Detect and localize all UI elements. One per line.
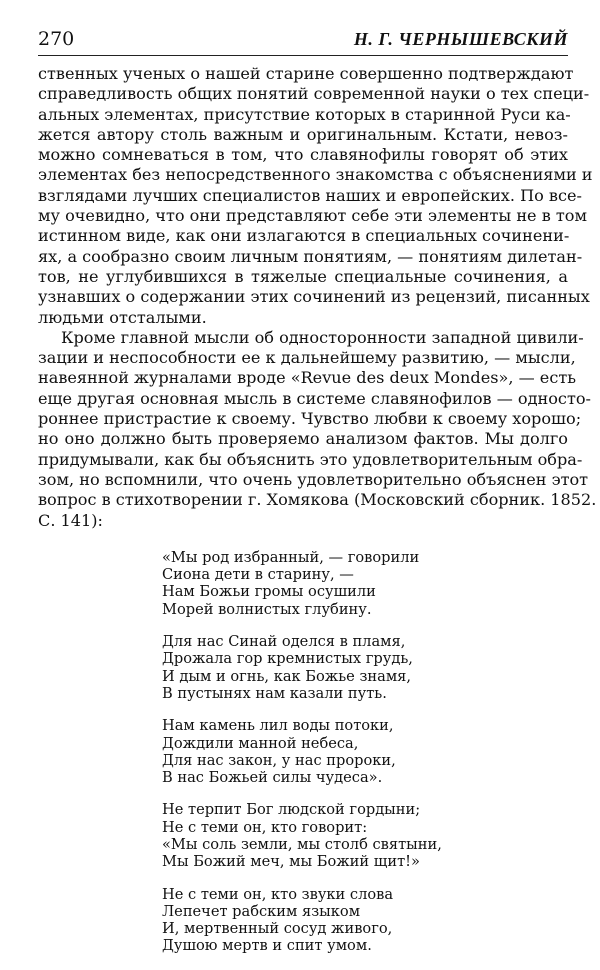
text-line: зации и неспособности ее к дальнейшему развитию, — мысли, bbox=[38, 348, 576, 368]
page-header bbox=[38, 28, 568, 56]
text-line: придумывали, как бы объяснить это удовлетворительным обра- bbox=[38, 449, 583, 469]
text-line: ях, а сообразно своим личным понятиям, — понятиям дилетан- bbox=[38, 246, 583, 266]
text-line: жется автору столь важным и оригинальным. Кстати, невоз- bbox=[38, 124, 568, 144]
poem-line: Дрожала гор кремнистых грудь, bbox=[162, 650, 413, 668]
poem-line: Не с теми он, кто звуки слова bbox=[162, 885, 394, 903]
poem-line: Не терпит Бог людской гордыни; bbox=[162, 801, 421, 819]
text-line: альных элементах, присутствие которых в старинной Руси ка- bbox=[38, 104, 571, 124]
poem-line: Не с теми он, кто говорит: bbox=[162, 818, 368, 836]
poem-line: Дождили манной небеса, bbox=[162, 734, 359, 752]
poem-stanza bbox=[162, 633, 568, 702]
paragraph-2 bbox=[38, 327, 597, 531]
text-line: еще другая основная мысль в системе славянофилов — односто- bbox=[38, 388, 591, 408]
poem-line: Морей волнистых глубину. bbox=[162, 600, 372, 618]
text-line: людьми отсталыми. bbox=[38, 307, 207, 327]
poem-line: Мы Божий меч, мы Божий щит!» bbox=[162, 853, 420, 871]
text-line: вопрос в стихотворении г. Хомякова (Московский сборник. 1852. bbox=[38, 490, 597, 510]
poem bbox=[162, 549, 568, 955]
poem-line: Сиона дети в старину, — bbox=[162, 566, 354, 584]
poem-line: Для нас закон, у нас пророки, bbox=[162, 751, 396, 769]
text-line: ственных ученых о нашей старине совершенно подтверждают bbox=[38, 64, 574, 83]
poem-line: И дым и огнь, как Божье знамя, bbox=[162, 667, 412, 685]
poem-stanza bbox=[162, 717, 568, 786]
text-line: взглядами лучших специалистов наших и европейских. По все- bbox=[38, 185, 582, 205]
page-number: 270 bbox=[38, 28, 75, 50]
text-line: справедливость общих понятий современной науки о тех специ- bbox=[38, 84, 590, 104]
book-page bbox=[38, 28, 597, 970]
poem-line: Для нас Синай оделся в пламя, bbox=[162, 633, 406, 651]
poem-stanza bbox=[162, 886, 568, 955]
text-line: тов, не углубившихся в тяжелые специальные сочинения, а bbox=[38, 266, 568, 286]
text-line: навеянной журналами вроде «Revue des deux Mondes», — есть bbox=[38, 368, 577, 388]
text-line: узнавших о содержании этих сочинений из рецензий, писанных bbox=[38, 287, 590, 307]
poem-stanza bbox=[162, 801, 568, 870]
text-line: можно сомневаться в том, что славянофилы говорят об этих bbox=[38, 145, 568, 165]
text-line: Кроме главной мысли об односторонности западной цивили- bbox=[61, 327, 584, 347]
running-head: Н. Г. ЧЕРНЫШЕВСКИЙ bbox=[353, 29, 568, 49]
poem-line: Душою мертв и спит умом. bbox=[162, 937, 372, 955]
poem-stanza bbox=[162, 549, 568, 618]
poem-line: Нам Божьи громы осушили bbox=[162, 583, 376, 601]
text-line: му очевидно, что они представляют себе эти элементы не в том bbox=[38, 206, 587, 226]
text-line: роннее пристрастие к своему. Чувство любви к своему хорошо; bbox=[38, 409, 582, 429]
text-line: истинном виде, как они излагаются в специальных сочинени- bbox=[38, 226, 570, 246]
paragraph-1 bbox=[38, 64, 593, 328]
poem-line: Нам камень лил воды потоки, bbox=[162, 717, 394, 735]
text-line: элементах без непосредственного знакомства с объяснениями и bbox=[38, 165, 593, 185]
text-line: зом, но вспомнили, что очень удовлетворительно объяснен этот bbox=[38, 469, 589, 489]
text-line: но оно должно быть проверяемо анализом фактов. Мы долго bbox=[38, 429, 568, 449]
poem-line: И, мертвенный сосуд живого, bbox=[162, 920, 393, 938]
body-text bbox=[38, 64, 597, 531]
text-line: С. 141): bbox=[38, 510, 103, 530]
poem-line: Лепечет рабским языком bbox=[162, 902, 361, 920]
poem-line: В нас Божьей силы чудеса». bbox=[162, 769, 383, 787]
poem-line: «Мы род избранный, — говорили bbox=[162, 548, 420, 566]
poem-line: В пустынях нам казали путь. bbox=[162, 684, 387, 702]
poem-line: «Мы соль земли, мы столб святыни, bbox=[162, 835, 442, 853]
